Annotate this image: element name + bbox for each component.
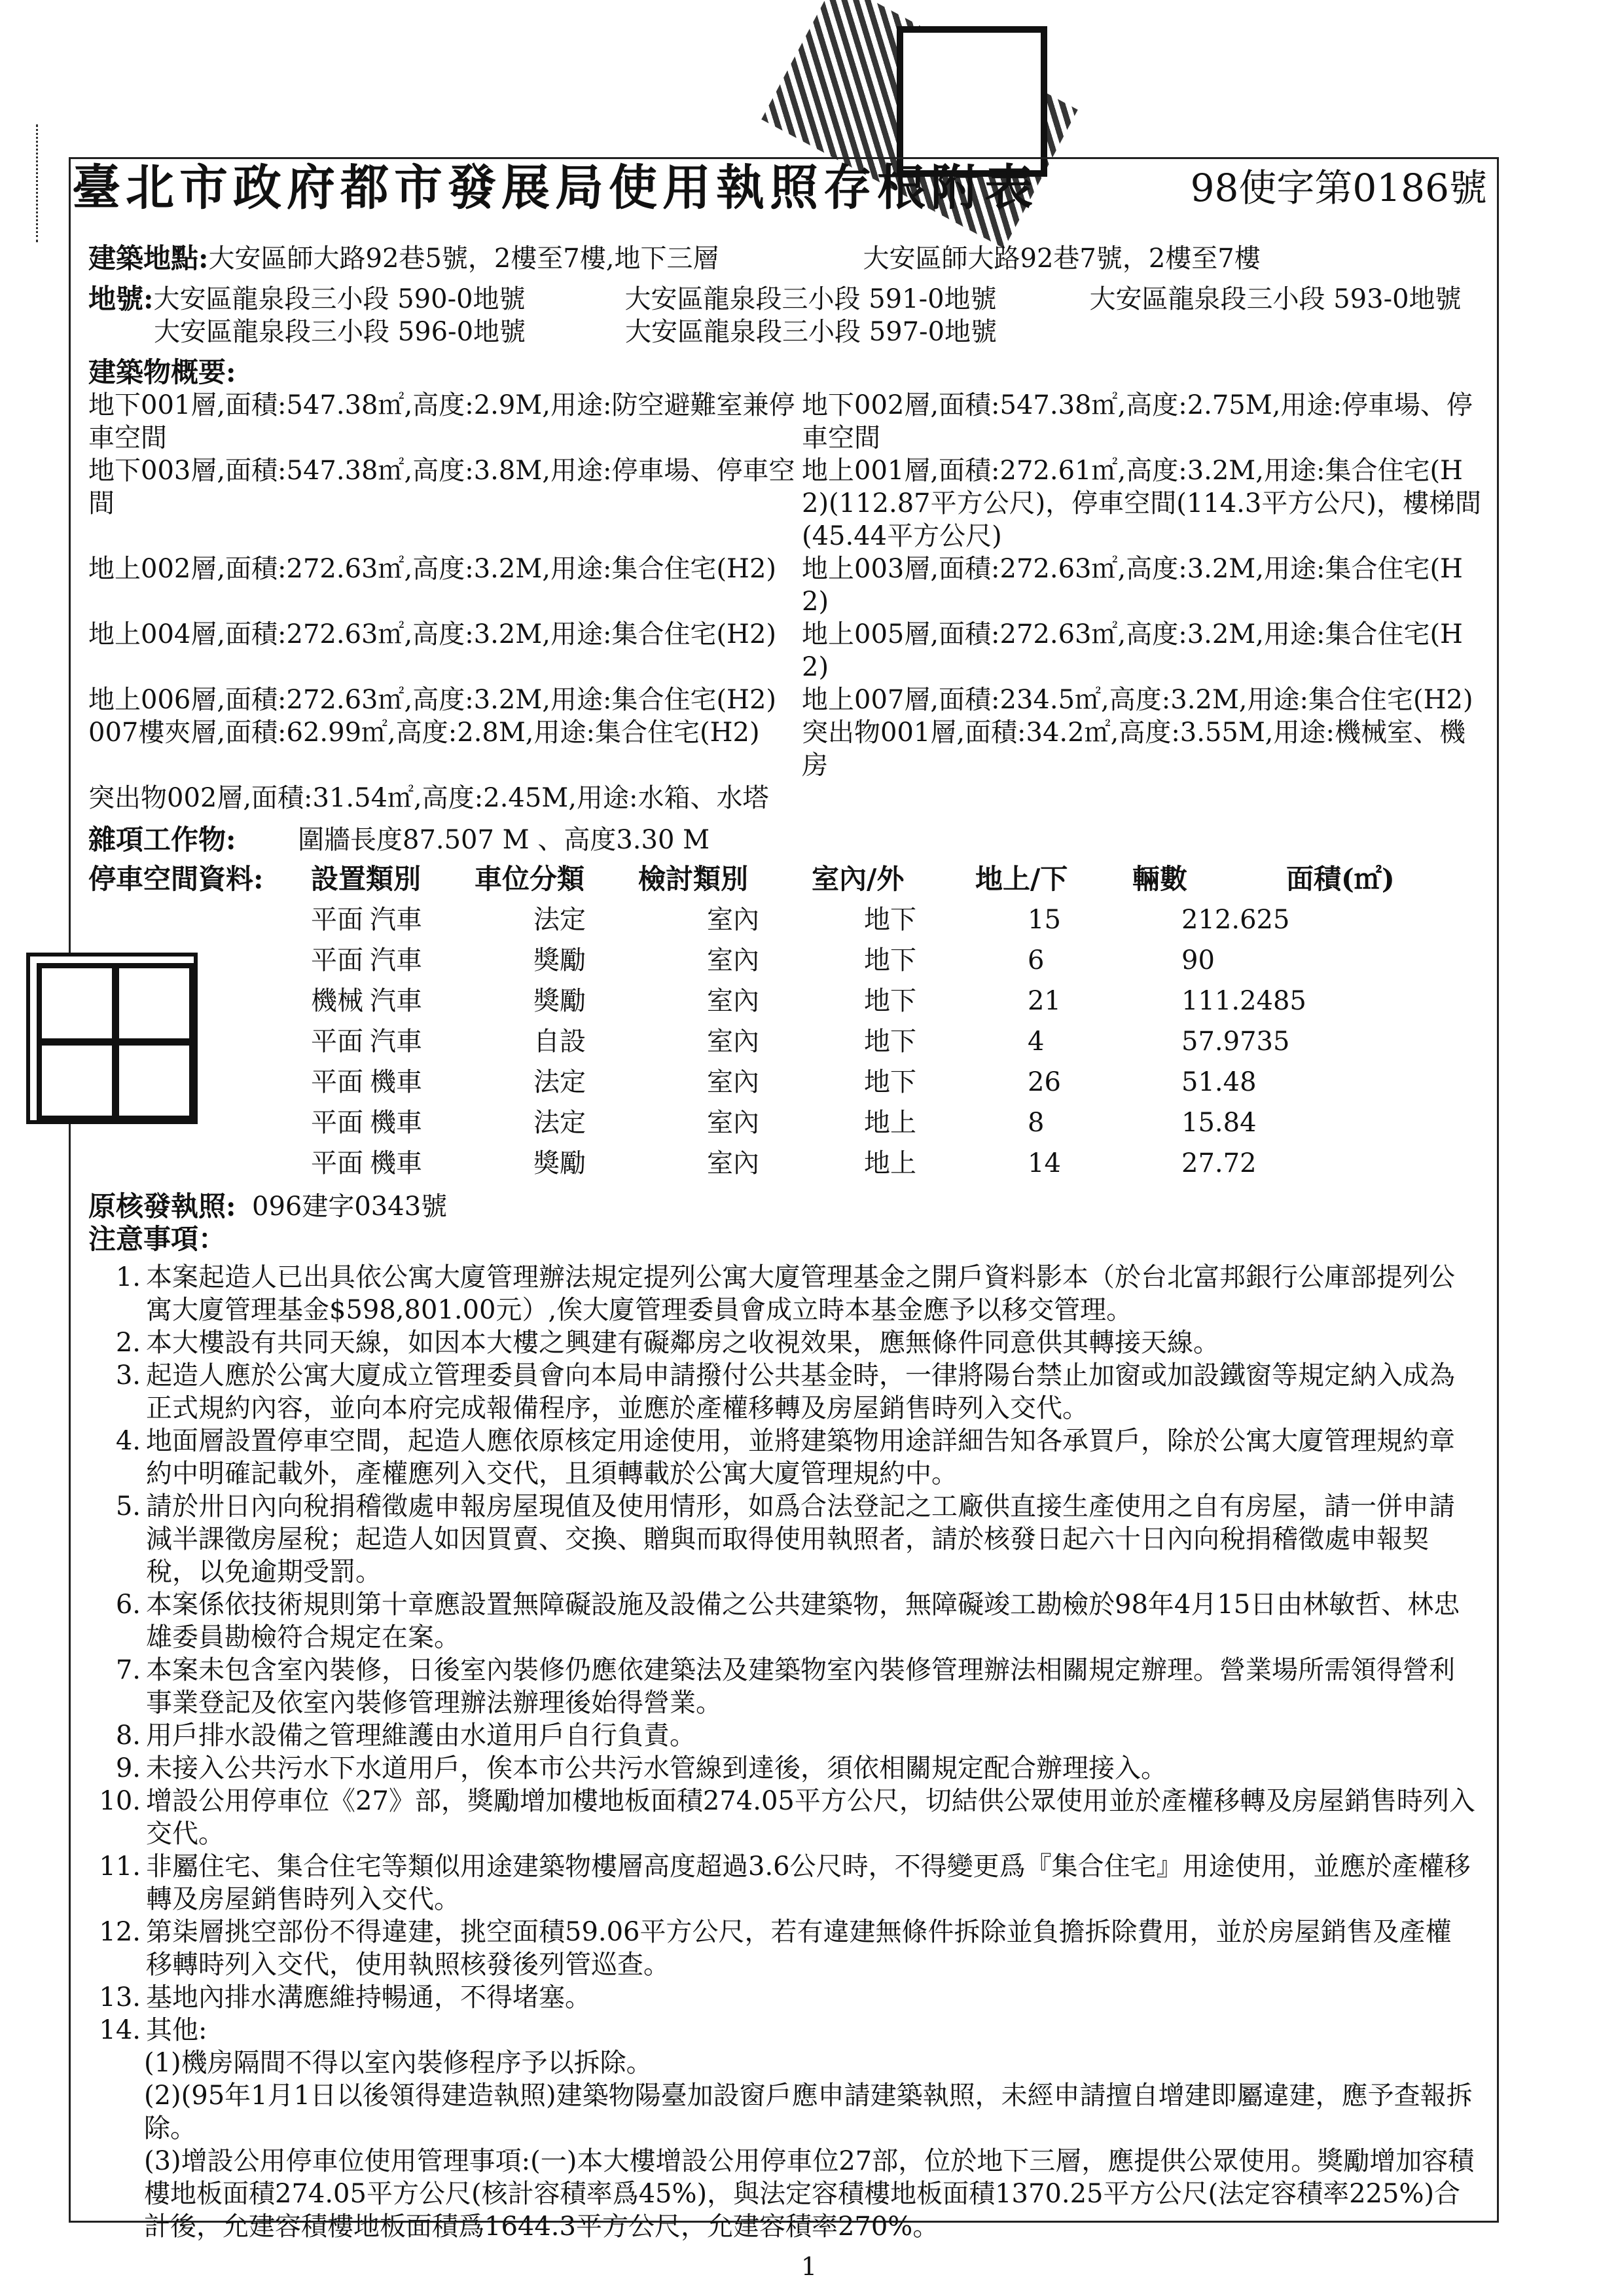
floor-item: 突出物001層,面積:34.2㎡,高度:3.55M,用途:機械室、機房: [802, 718, 1466, 780]
lots-row-2: [88, 316, 1496, 348]
table-cell: 室內: [707, 986, 759, 1016]
original-row: [88, 1190, 1496, 1223]
notes-list: [88, 1261, 1496, 2047]
table-cell: 法定: [533, 1067, 586, 1097]
table-row: [88, 1021, 1496, 1062]
table-cell: 獎勵: [533, 986, 586, 1016]
table-cell: 室內: [707, 905, 759, 935]
list-item: [88, 1719, 1496, 1752]
table-cell: 15.84: [1181, 1108, 1257, 1138]
table-cell: 室內: [707, 1027, 759, 1057]
table-cell: 地下: [864, 945, 916, 975]
table-cell: 27.72: [1181, 1148, 1257, 1178]
table-cell: 汽車: [370, 1027, 422, 1057]
sub-item: (2)(95年1月1日以後領得建造執照)建築物陽臺加設窗戶應申請建築執照，未經申請擅自增建即屬違建，應予查報拆除。: [144, 2081, 1473, 2143]
table-cell: 平面: [311, 1148, 363, 1178]
table-cell: 機車: [370, 1108, 422, 1138]
parking-col-header: 地上/下: [975, 863, 1068, 895]
parking-header: [88, 863, 1496, 896]
table-cell: 4: [1028, 1027, 1045, 1057]
table-row: [88, 981, 1496, 1021]
table-row: [88, 1102, 1496, 1143]
table-cell: 獎勵: [533, 945, 586, 975]
note-number: 11.: [99, 1851, 141, 1882]
floor-item: 地下002層,面積:547.38㎡,高度:2.75M,用途:停車場、停車空間: [802, 390, 1473, 453]
floor-item: 地下001層,面積:547.38㎡,高度:2.9M,用途:防空避難室兼停車空間: [88, 390, 795, 453]
floor-item: 地上001層,面積:272.61㎡,高度:3.2M,用途:集合住宅(H2)(112.87平方公尺)，停車空間(114.3平方公尺)，樓梯間(45.44平方公尺): [802, 456, 1481, 551]
note-number: 10.: [99, 1786, 141, 1816]
table-row: [88, 1143, 1496, 1184]
floor-item: 地下003層,面積:547.38㎡,高度:3.8M,用途:停車場、停車空間: [88, 456, 795, 519]
floor-item: 地上006層,面積:272.63㎡,高度:3.2M,用途:集合住宅(H2): [88, 685, 776, 715]
lot-item: 大安區龍泉段三小段 597-0地號: [625, 317, 998, 347]
table-cell: 8: [1028, 1108, 1045, 1138]
table-cell: 室內: [707, 1067, 759, 1097]
list-item: [88, 2014, 1496, 2047]
document-number: 98使字第0186號: [1190, 166, 1487, 210]
table-row: [88, 940, 1496, 981]
table-cell: 111.2485: [1181, 986, 1306, 1016]
table-cell: 汽車: [370, 905, 422, 935]
note-number: 13.: [99, 1982, 141, 2013]
floor-item: 地上003層,面積:272.63㎡,高度:3.2M,用途:集合住宅(H2): [802, 554, 1463, 617]
table-cell: 獎勵: [533, 1148, 586, 1178]
table-cell: 地上: [864, 1148, 916, 1178]
table-cell: 地下: [864, 905, 916, 935]
note-text: 請於卅日內向稅捐稽徵處申報房屋現值及使用情形，如爲合法登記之工廠供直接生產使用之自有房屋，請一併申請減半課徵房屋稅；起造人如因買賣、交換、贈與而取得使用執照者，請於核發日起六十日內向稅捐稽徵處申報契稅，以免逾期受罰。: [146, 1491, 1455, 1587]
table-cell: 平面: [311, 1027, 363, 1057]
original-value: 096建字0343號: [252, 1192, 448, 1222]
note-number: 3.: [115, 1360, 141, 1391]
page-number: 1: [800, 2252, 818, 2281]
floor-item: 地上005層,面積:272.63㎡,高度:3.2M,用途:集合住宅(H2): [802, 619, 1463, 682]
table-cell: 地下: [864, 986, 916, 1016]
note-text: 用戶排水設備之管理維護由水道用戶自行負責。: [146, 1721, 696, 1751]
table-cell: 法定: [533, 1108, 586, 1138]
list-item: [88, 1654, 1496, 1719]
parking-col-header: 檢討類別: [638, 863, 749, 895]
table-cell: 212.625: [1181, 905, 1290, 935]
note-number: 8.: [115, 1721, 141, 1751]
note-number: 4.: [115, 1426, 141, 1456]
note-number: 14.: [99, 2015, 141, 2045]
lot-item: 大安區龍泉段三小段 596-0地號: [154, 317, 526, 347]
table-cell: 90: [1181, 945, 1215, 975]
table-cell: 室內: [707, 1148, 759, 1178]
table-cell: 汽車: [370, 986, 422, 1016]
parking-col-header: 室內/外: [812, 863, 905, 895]
parking-col-header: 面積(㎡): [1286, 863, 1395, 895]
lot-item: 大安區龍泉段三小段 590-0地號: [153, 284, 526, 314]
table-cell: 57.9735: [1181, 1027, 1290, 1057]
note-text: 本案未包含室內裝修，日後室內裝修仍應依建築法及建築物室內裝修管理辦法相關規定辦理。營業場所需領得營利事業登記及依室內裝修管理辦法辦理後始得營業。: [146, 1655, 1455, 1718]
table-cell: 14: [1028, 1148, 1061, 1178]
note-text: 基地內排水溝應維持暢通，不得堵塞。: [146, 1982, 591, 2013]
floor-item: 007樓夾層,面積:62.99㎡,高度:2.8M,用途:集合住宅(H2): [88, 718, 760, 748]
parking-table: [88, 900, 1496, 1184]
note-text: 本案起造人已出具依公寓大廈管理辦法規定提列公寓大廈管理基金之開戶資料影本（於台北富邦銀行公庫部提列公寓大廈管理基金$598,801.00元）,俟大廈管理委員會成立時本基金應予以移交管理。: [146, 1262, 1455, 1325]
floor-item: 地上002層,面積:272.63㎡,高度:3.2M,用途:集合住宅(H2): [88, 554, 776, 584]
sub-item: (1)機房隔間不得以室內裝修程序予以拆除。: [144, 2048, 653, 2078]
note-text: 非屬住宅、集合住宅等類似用途建築物樓層高度超過3.6公尺時，不得變更爲『集合住宅』用途使用，並應於產權移轉及房屋銷售時列入交代。: [146, 1851, 1471, 1914]
misc-row: [88, 824, 1496, 856]
note-number: 9.: [115, 1753, 141, 1783]
table-row: [88, 900, 1496, 940]
misc-label: 雜項工作物:: [88, 824, 236, 856]
note-text: 本案係依技術規則第十章應設置無障礙設施及設備之公共建築物，無障礙竣工勘檢於98年4月15日由林敏哲、林忠雄委員勘檢符合規定在案。: [146, 1590, 1460, 1652]
list-item: [88, 1850, 1496, 1916]
table-row: [88, 1062, 1496, 1102]
table-cell: 地下: [864, 1027, 916, 1057]
table-cell: 15: [1028, 905, 1061, 935]
note-text: 增設公用停車位《27》部，獎勵增加樓地板面積274.05平方公尺，切結供公眾使用並於產權移轉及房屋銷售時列入交代。: [146, 1786, 1475, 1849]
table-cell: 平面: [311, 1067, 363, 1097]
table-cell: 自設: [533, 1027, 586, 1057]
notes-sublist: [88, 2047, 1496, 2243]
note-number: 5.: [115, 1491, 141, 1522]
table-cell: 室內: [707, 945, 759, 975]
note-number: 2.: [115, 1328, 141, 1358]
list-item: [88, 1261, 1496, 1326]
notes-label: 注意事項：: [88, 1223, 226, 1255]
table-cell: 51.48: [1181, 1067, 1257, 1097]
note-text: 本大樓設有共同天線，如因本大樓之興建有礙鄰房之收視效果，應無條件同意供其轉接天線。: [146, 1328, 1219, 1358]
original-label: 原核發執照:: [88, 1190, 236, 1222]
list-item: [88, 1359, 1496, 1425]
site-address-2: 大安區師大路92巷7號，2樓至7樓: [863, 244, 1261, 274]
note-number: 6.: [115, 1590, 141, 1620]
misc-value: 圍牆長度87.507 M 、高度3.30 M: [298, 825, 710, 855]
table-cell: 機車: [370, 1148, 422, 1178]
table-cell: 機車: [370, 1067, 422, 1097]
table-cell: 平面: [311, 945, 363, 975]
floor-item: 突出物002層,面積:31.54㎡,高度:2.45M,用途:水箱、水塔: [88, 783, 769, 813]
note-text: 地面層設置停車空間，起造人應依原核定用途使用，並將建築物用途詳細告知各承買戶，除於公寓大廈管理規約章約中明確記載外，產權應列入交代，且須轉載於公寓大廈管理規約中。: [146, 1426, 1455, 1489]
list-item: [88, 1588, 1496, 1654]
table-cell: 法定: [533, 905, 586, 935]
note-number: 12.: [99, 1917, 141, 1947]
table-cell: 機械: [311, 986, 363, 1016]
lot-item: 大安區龍泉段三小段 593-0地號: [1089, 284, 1462, 314]
floor-item: 地上004層,面積:272.63㎡,高度:3.2M,用途:集合住宅(H2): [88, 619, 776, 649]
table-cell: 地上: [864, 1108, 916, 1138]
table-cell: 平面: [311, 1108, 363, 1138]
parking-col-header: 輛數: [1132, 863, 1188, 895]
list-item: [88, 1326, 1496, 1359]
document-body: [88, 242, 1496, 2243]
table-cell: 21: [1028, 986, 1061, 1016]
table-cell: 室內: [707, 1108, 759, 1138]
site-label: 建築地點:: [88, 242, 209, 274]
site-row: [88, 242, 1496, 275]
parking-label: 停車空間資料:: [88, 863, 264, 895]
list-item: [88, 1490, 1496, 1588]
sub-item: (3)增設公用停車位使用管理事項:(一)本大樓增設公用停車位27部，位於地下三層，應提供公眾使用。獎勵增加容積樓地板面積274.05平方公尺(核計容積率爲45%)，與法定容積樓地板面積1370.25平方公尺(法定容積率225%)合計後，允建容積樓地板面積爲1644.3平方公尺，允建容積率270%。: [144, 2146, 1475, 2242]
scan-margin-mark: [36, 124, 71, 242]
list-item: [88, 1425, 1496, 1490]
table-cell: 地下: [864, 1067, 916, 1097]
note-text: 未接入公共污水下水道用戶，俟本市公共污水管線到達後，須依相關規定配合辦理接入。: [146, 1753, 1167, 1783]
building-floors: [88, 389, 1496, 814]
note-number: 7.: [115, 1655, 141, 1685]
list-item: [88, 1981, 1496, 2014]
site-address-1: 大安區師大路92巷5號，2樓至7樓,地下三層: [208, 244, 719, 274]
lots-label: 地號:: [88, 283, 154, 315]
list-item: [88, 1752, 1496, 1785]
lot-item: 大安區龍泉段三小段 591-0地號: [624, 284, 997, 314]
note-text: 其他:: [146, 2015, 207, 2045]
table-cell: 平面: [311, 905, 363, 935]
note-number: 1.: [115, 1262, 141, 1292]
list-item: [88, 1785, 1496, 1850]
lots-row-1: [88, 283, 1496, 316]
table-cell: 汽車: [370, 945, 422, 975]
building-label: 建築物概要:: [88, 356, 236, 388]
parking-col-header: 車位分類: [475, 863, 585, 895]
parking-col-header: 設置類別: [311, 863, 422, 895]
note-text: 第柒層挑空部份不得違建，挑空面積59.06平方公尺，若有違建無條件拆除並負擔拆除費用，並於房屋銷售及產權移轉時列入交代，使用執照核發後列管巡查。: [146, 1917, 1452, 1980]
note-text: 起造人應於公寓大廈成立管理委員會向本局申請撥付公共基金時，一律將陽台禁止加窗或加設鐵窗等規定納入成為正式規約內容，並向本府完成報備程序，並應於產權移轉及房屋銷售時列入交代。: [146, 1360, 1455, 1423]
floor-item: 地上007層,面積:234.5㎡,高度:3.2M,用途:集合住宅(H2): [802, 685, 1473, 715]
list-item: [88, 1916, 1496, 1981]
table-cell: 6: [1028, 945, 1045, 975]
document-title: 臺北市政府都市發展局使用執照存根附表: [72, 160, 1038, 216]
table-cell: 26: [1028, 1067, 1061, 1097]
